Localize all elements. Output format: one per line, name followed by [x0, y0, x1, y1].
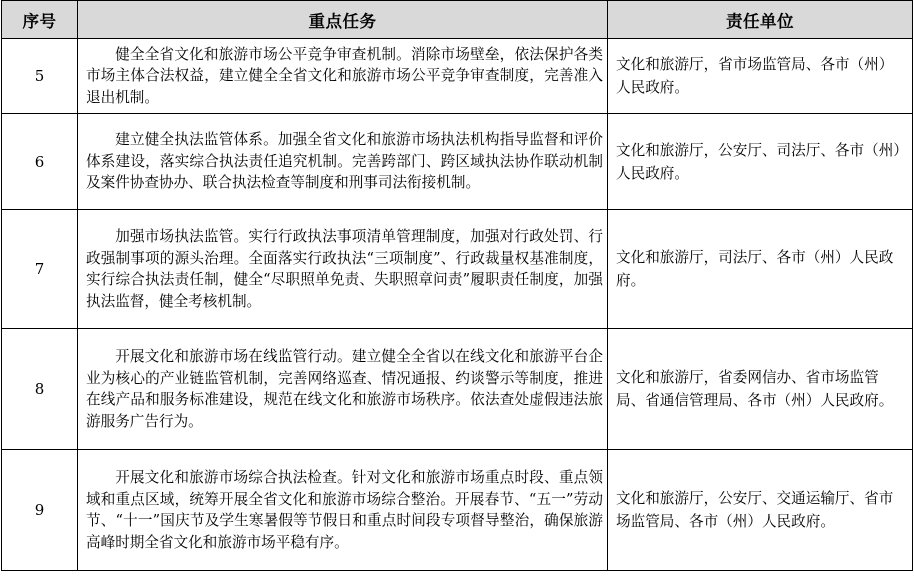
table-header-row — [2, 1, 913, 39]
row-index: 9 — [2, 450, 78, 571]
header-task: 重点任务 — [78, 1, 608, 39]
row-index: 6 — [2, 114, 78, 210]
table-row — [2, 450, 913, 571]
row-task-text: 开展文化和旅游市场综合执法检查。针对文化和旅游市场重点时段、重点领域和重点区域，统筹开展全省文化和旅游市场综合整治。开展春节、“五一”劳动节、“十一”国庆节及学生寒暑假等节假日和重点时间段专项督导整治，确保旅游高峰时期全省文化和旅游市场平稳有序。 — [86, 469, 603, 551]
row-task — [78, 329, 608, 450]
table-row — [2, 114, 913, 210]
row-unit: 文化和旅游厅，省市场监管局、各市（州）人民政府。 — [608, 39, 913, 114]
row-task-text: 加强市场执法监管。实行行政执法事项清单管理制度，加强对行政处罚、行政强制事项的源头治理。全面落实行政执法“三项制度”、行政裁量权基准制度，实行综合执法责任制，健全“尽职照单免责、失职照章问责”履职责任制度，加强执法监督，健全考核机制。 — [86, 228, 603, 310]
header-unit: 责任单位 — [608, 1, 913, 39]
row-unit: 文化和旅游厅，司法厅、各市（州）人民政府。 — [608, 210, 913, 329]
row-task — [78, 39, 608, 114]
row-task-text: 开展文化和旅游市场在线监管行动。建立健全全省以在线文化和旅游平台企业为核心的产业链监管机制，完善网络巡查、情况通报、约谈警示等制度，推进在线产品和服务标准建设，规范在线文化和旅游市场秩序。依法查处虚假违法旅游服务广告行为。 — [86, 348, 603, 430]
row-index: 5 — [2, 39, 78, 114]
task-table — [1, 0, 913, 571]
row-task — [78, 450, 608, 571]
row-index: 8 — [2, 329, 78, 450]
table-row — [2, 39, 913, 114]
row-unit: 文化和旅游厅，公安厅、交通运输厅、省市场监管局、各市（州）人民政府。 — [608, 450, 913, 571]
header-index: 序号 — [2, 1, 78, 39]
row-index: 7 — [2, 210, 78, 329]
row-task — [78, 210, 608, 329]
table-row — [2, 329, 913, 450]
row-task-text: 健全全省文化和旅游市场公平竞争审查机制。消除市场壁垒，依法保护各类市场主体合法权益，建立健全全省文化和旅游市场公平竞争审查制度，完善准入退出机制。 — [86, 45, 603, 106]
row-unit: 文化和旅游厅，公安厅、司法厅、各市（州）人民政府。 — [608, 114, 913, 210]
row-task — [78, 114, 608, 210]
table-row — [2, 210, 913, 329]
row-task-text: 建立健全执法监管体系。加强全省文化和旅游市场执法机构指导监督和评价体系建设，落实综合执法责任追究机制。完善跨部门、跨区域执法协作联动机制及案件协查协办、联合执法检查等制度和刑事司法衔接机制。 — [86, 131, 603, 192]
row-unit: 文化和旅游厅，省委网信办、省市场监管局、省通信管理局、各市（州）人民政府。 — [608, 329, 913, 450]
